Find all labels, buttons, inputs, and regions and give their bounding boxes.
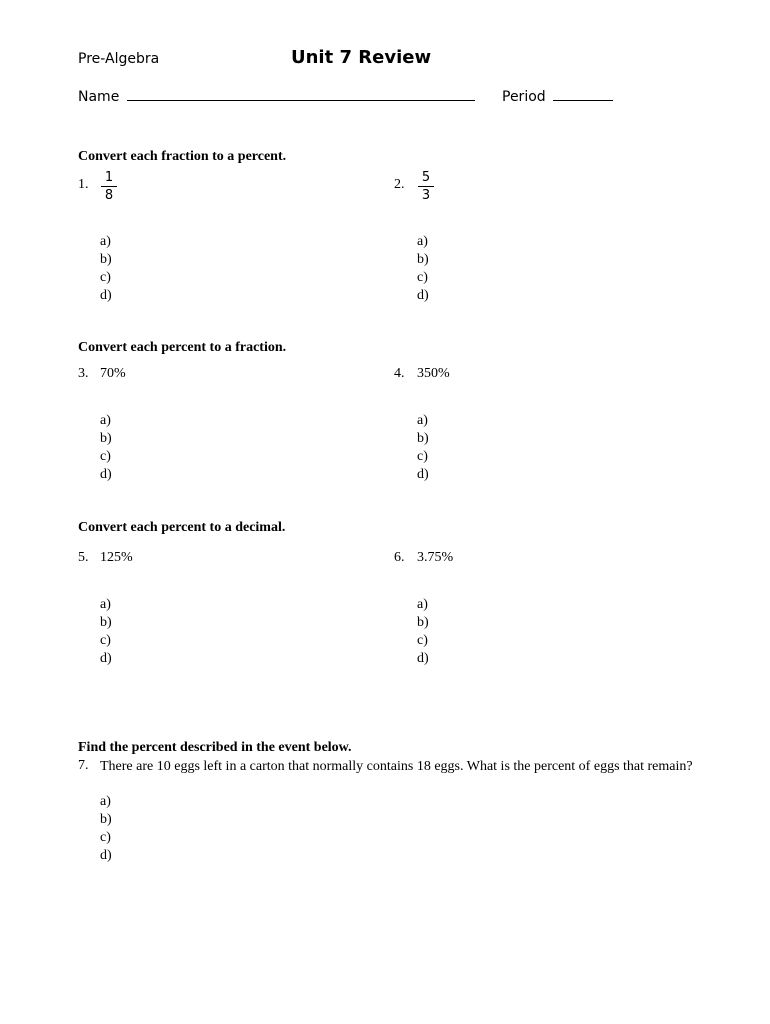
choice-d: d) xyxy=(100,651,112,666)
choice-c: c) xyxy=(417,270,428,285)
choice-b: b) xyxy=(417,431,429,446)
choice-b: b) xyxy=(100,431,112,446)
question-5-text: 125% xyxy=(100,550,133,565)
question-number-1: 1. xyxy=(78,177,89,192)
question-1-numerator: 1 xyxy=(101,170,117,187)
question-2-numerator: 5 xyxy=(418,170,434,187)
choice-d: d) xyxy=(417,467,429,482)
choice-d: d) xyxy=(417,288,429,303)
choice-c: c) xyxy=(417,633,428,648)
question-1-fraction xyxy=(101,170,117,203)
choice-a: a) xyxy=(100,597,111,612)
question-2-denominator: 3 xyxy=(421,188,431,203)
choice-c: c) xyxy=(100,449,111,464)
choice-c: c) xyxy=(417,449,428,464)
choice-b: b) xyxy=(100,615,112,630)
question-7-choices xyxy=(100,793,112,865)
period-field xyxy=(502,88,613,105)
section-heading-percent-to-decimal: Convert each percent to a decimal. xyxy=(78,520,286,535)
question-2-fraction xyxy=(418,170,434,203)
question-number-5: 5. xyxy=(78,550,89,565)
question-number-4: 4. xyxy=(394,366,405,381)
question-5-choices xyxy=(100,596,112,668)
choice-b: b) xyxy=(100,812,112,827)
choice-c: c) xyxy=(100,830,111,845)
choice-b: b) xyxy=(417,252,429,267)
period-blank-line xyxy=(553,88,613,101)
choice-a: a) xyxy=(100,234,111,249)
worksheet-title: Unit 7 Review xyxy=(291,47,432,68)
question-number-2: 2. xyxy=(394,177,405,192)
choice-d: d) xyxy=(100,467,112,482)
question-1-denominator: 8 xyxy=(104,188,114,203)
question-number-7: 7. xyxy=(78,758,89,773)
question-number-6: 6. xyxy=(394,550,405,565)
name-label: Name xyxy=(78,89,120,105)
question-6-text: 3.75% xyxy=(417,550,454,565)
choice-c: c) xyxy=(100,270,111,285)
choice-b: b) xyxy=(100,252,112,267)
choice-c: c) xyxy=(100,633,111,648)
choice-d: d) xyxy=(417,651,429,666)
question-number-3: 3. xyxy=(78,366,89,381)
question-4-choices xyxy=(417,412,429,484)
question-1-choices xyxy=(100,233,112,305)
question-7-text: There are 10 eggs left in a carton that normally contains 18 eggs. What is the percent of eggs that remain? xyxy=(100,759,693,774)
section-heading-percent-to-fraction: Convert each percent to a fraction. xyxy=(78,340,287,355)
choice-d: d) xyxy=(100,288,112,303)
question-3-text: 70% xyxy=(100,366,126,381)
choice-a: a) xyxy=(100,413,111,428)
choice-a: a) xyxy=(417,413,428,428)
course-name: Pre-Algebra xyxy=(78,51,160,67)
choice-b: b) xyxy=(417,615,429,630)
section-heading-percent-event: Find the percent described in the event below. xyxy=(78,740,352,755)
name-blank-line xyxy=(127,88,475,101)
choice-d: d) xyxy=(100,848,112,863)
question-3-choices xyxy=(100,412,112,484)
section-heading-fraction-to-percent: Convert each fraction to a percent. xyxy=(78,149,287,164)
question-4-text: 350% xyxy=(417,366,450,381)
choice-a: a) xyxy=(417,597,428,612)
name-field xyxy=(78,88,475,105)
question-6-choices xyxy=(417,596,429,668)
choice-a: a) xyxy=(100,794,111,809)
question-2-choices xyxy=(417,233,429,305)
period-label: Period xyxy=(502,89,546,105)
choice-a: a) xyxy=(417,234,428,249)
